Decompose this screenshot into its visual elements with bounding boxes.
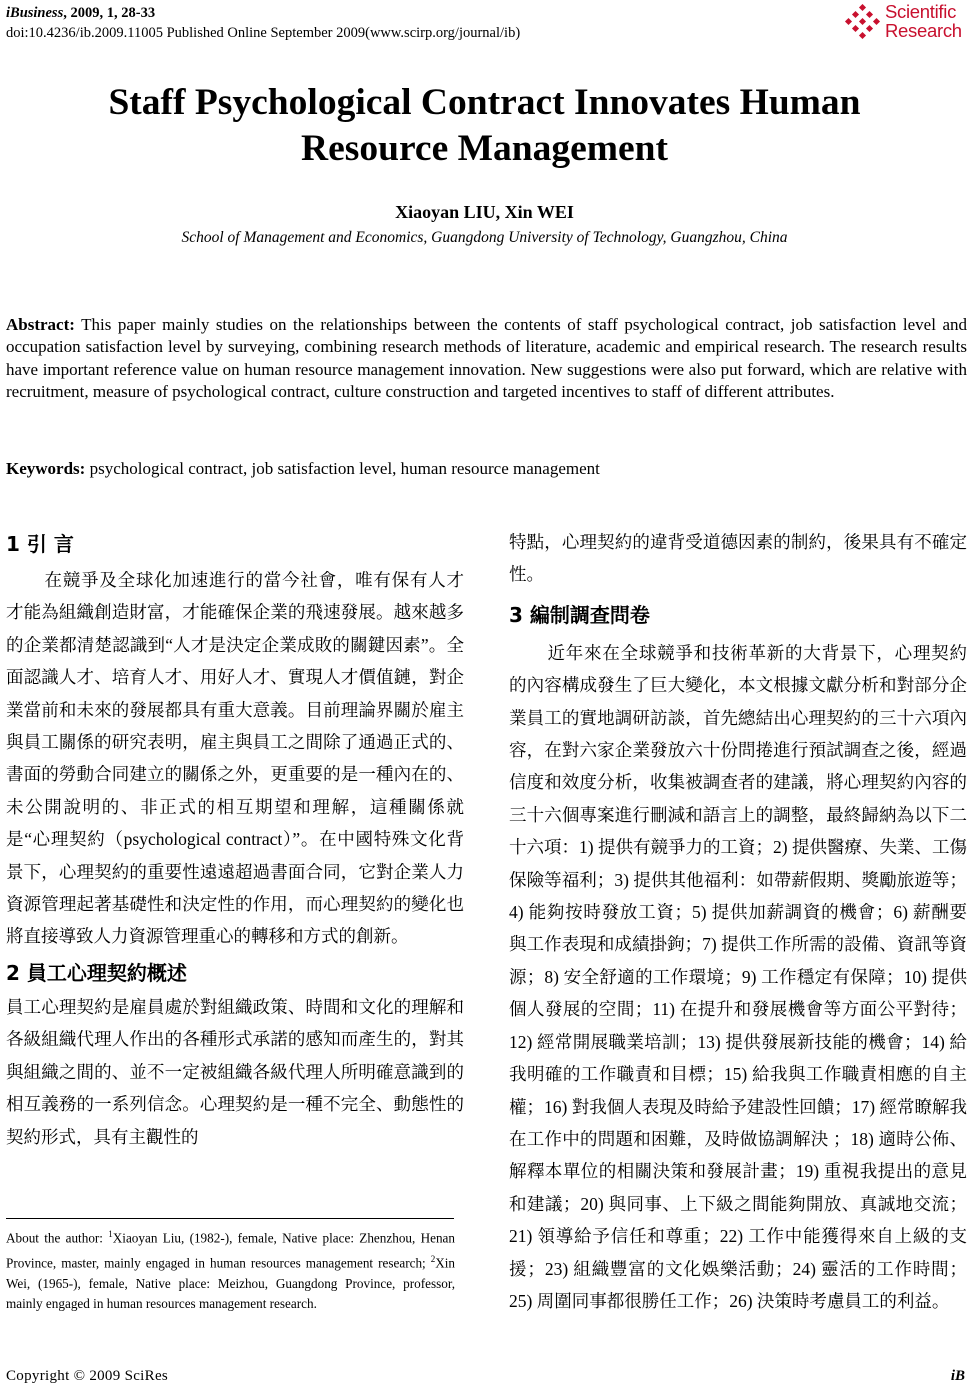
journal-abbreviation: iB [950, 1368, 965, 1384]
left-column [6, 530, 464, 1153]
copyright-notice: Copyright © 2009 SciRes [6, 1368, 169, 1384]
scientific-research-logo-icon [843, 4, 881, 42]
logo-wordmark [885, 2, 962, 40]
logo-line-2: Research [885, 20, 962, 41]
keywords-label: Keywords: [6, 459, 86, 478]
section-3-heading: 3 編制調查問卷 [509, 602, 650, 627]
author-list: Xiaoyan LIU, Xin WEI [395, 202, 574, 222]
journal-header [6, 3, 520, 43]
right-column [509, 526, 967, 1317]
journal-name: iBusiness [6, 5, 64, 21]
affiliation: School of Management and Economics, Guangdong University of Technology, Guangzhou, China [181, 229, 788, 246]
section-2-heading: 2 員工心理契約概述 [6, 960, 187, 985]
paper-title [0, 80, 969, 172]
author-footnote [6, 1224, 455, 1315]
footnote-author-1: Xiaoyan Liu, (1982-), female, Native place: Zhenzhou, Henan Province, master, mainly engaged in human resources management research; [6, 1230, 455, 1271]
logo-line-1: Scientific [885, 1, 957, 22]
section-1-paragraph: 在競爭及全球化加速進行的當今社會，唯有保有人才才能為組織創造財富，才能確保企業的飛速發展。越來越多的企業都清楚認識到“人才是決定企業成敗的關鍵因素”。全面認識人才、培育人才、用好人才、實現人才價值鏈，對企業當前和未來的發展都具有重大意義。目前理論界關於雇主與員工關係的研究表明，雇主與員工之間除了通過正式的、書面的勞動合同建立的關係之外，更重要的是一種內在的、未公開說明的、非正式的相互期望和理解，這種關係就是“心理契約（psychological contract）”。在中國特殊文化背景下，心理契約的重要性遠遠超過書面合同，它對企業人力資源管理起著基礎性和決定性的作用，而心理契約的變化也將直接導致人力資源管理重心的轉移和方式的創新。 [6, 570, 464, 947]
abstract-label: Abstract: [6, 315, 75, 334]
section-3-paragraph: 近年來在全球競爭和技術革新的大背景下，心理契約的內容構成發生了巨大變化，本文根據文獻分析和對部分企業員工的實地調研訪談，首先總結出心理契約的三十六項內容，在對六家企業發放六十份問捲進行預試調查之後，經過信度和效度分析，收集被調查者的建議，將心理契約內容的三十六個專案進行刪減和語言上的調整，最終歸納為以下二十六項：1) 提供有競爭力的工資；2) 提供醫療、失業、工傷保險等福利；3) 提供其他福利：如帶薪假期、獎勵旅遊等；4) 能夠按時發放工資；5) 提供加薪調資的機會；6) 薪酬要與工作表現和成績掛鉤；7) 提供工作所需的設備、資訊等資源；8) 安全舒適的工作環境；9) 工作穩定有保障；10) 提供個人發展的空間；11) 在提升和發展機會等方面公平對待；12) 經常開展職業培訓；13) 提供發展新技能的機會；14) 給我明確的工作職責和目標；15) 給我與工作職責相應的自主權；16) 對我個人表現及時給予建設性回饋；17) 經常瞭解我在工作中的問題和困難，及時做協調解決 ；18) 適時公佈、解釋本單位的相關決策和發展計畫；19) 重視我提出的意見和建議；20) 與同事、上下級之間能夠開放、真誠地交流；21) 領導給予信任和尊重；22) 工作中能獲得來自上級的支援；23) 組織豐富的文化娛樂活動；24) 靈活的工作時間；25) 周圍同事都很勝任工作；26) 決策時考慮員工的利益。 [509, 642, 967, 1311]
journal-citation: , 2009, 1, 28-33 [63, 5, 156, 21]
footnote-sup-1: 1 [108, 1229, 113, 1239]
footnote-author-2: Xin Wei, (1965-), female, Native place: Meizhou, Guangdong Province, professor, mainly engaged in human resources management research. [6, 1255, 455, 1312]
footnote-label: About the author: [6, 1230, 109, 1246]
keywords [6, 459, 600, 479]
section-1-heading: 1 引 言 [6, 532, 74, 556]
footnote-sup-2: 2 [430, 1253, 436, 1264]
title-line-1: Staff Psychological Contract Innovates Human [108, 82, 861, 123]
footnote-divider [6, 1218, 454, 1219]
section-2-paragraph: 員工心理契約是雇員處於對組織政策、時間和文化的理解和各級組織代理人作出的各種形式承諾的感知而產生的，對其與組織之間的、並不一定被組織各級代理人所明確意識到的相互義務的一系列信念。心理契約是一種不完全、動態性的契約形式，具有主觀性的 [6, 996, 464, 1147]
section-2-continuation: 特點，心理契約的違背受道德因素的制約，後果具有不確定性。 [509, 532, 967, 585]
title-line-2: Resource Management [301, 128, 668, 169]
abstract-text: This paper mainly studies on the relationships between the contents of staff psychological contract, job satisfaction level and occupation satisfaction level by surveying, combining research methods of literature, academic and empirical research. The research results have important reference value on human resource management innovation. New suggestions were also put forward, which are relative with recruitment, measure of psychological contract, culture construction and targeted incentives to staff of different attributes. [6, 315, 967, 401]
abstract [6, 314, 967, 403]
keywords-text: psychological contract, job satisfaction level, human resource management [85, 459, 600, 478]
doi-line: doi:10.4236/ib.2009.11005 Published Online September 2009(www.scirp.org/journal/ib) [6, 25, 521, 41]
publisher-logo [843, 2, 967, 44]
